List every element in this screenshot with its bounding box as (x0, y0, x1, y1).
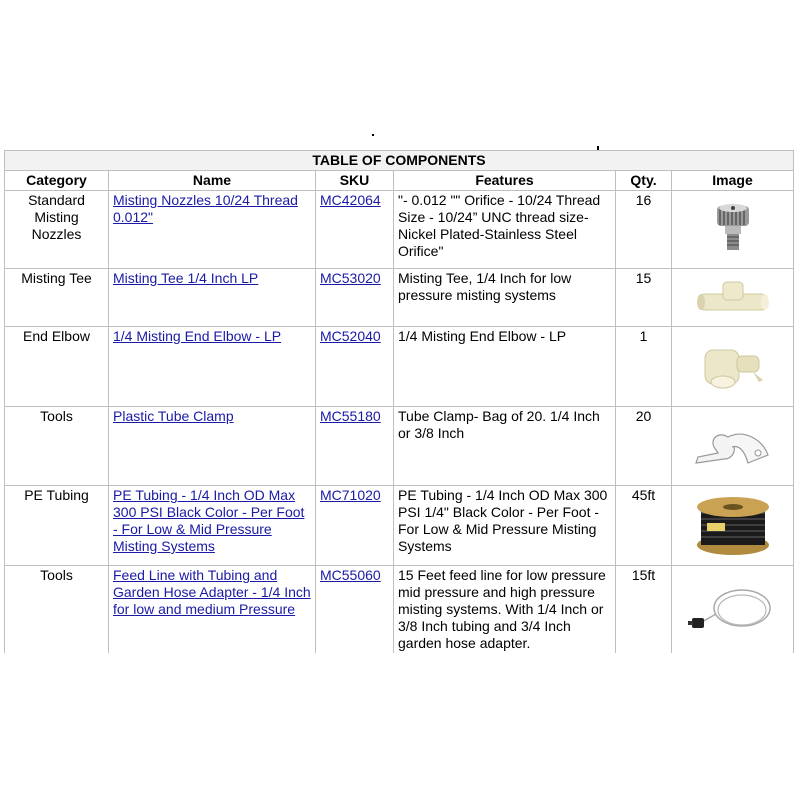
sku-link[interactable]: MC42064 (320, 192, 381, 208)
qty-cell: 1 (616, 327, 672, 407)
header-category: Category (5, 171, 109, 191)
header-qty: Qty. (616, 171, 672, 191)
product-name-link[interactable]: Plastic Tube Clamp (113, 408, 234, 424)
sku-link[interactable]: MC52040 (320, 328, 381, 344)
qty-cell: 45ft (616, 486, 672, 566)
features-cell: 15 Feet feed line for low pressure mid pressure and high pressure misting systems. With 1/4 Inch or 3/8 Inch tubing and 3/4 Inch garden hose adapter. (394, 566, 616, 654)
sku-link[interactable]: MC55060 (320, 567, 381, 583)
qty-cell: 15ft (616, 566, 672, 654)
components-table-wrapper (4, 150, 793, 653)
table-row (5, 566, 794, 654)
header-image: Image (672, 171, 794, 191)
product-name-link[interactable]: Misting Nozzles 10/24 Thread 0.012" (113, 192, 298, 225)
tee-image (672, 269, 794, 327)
category-cell: PE Tubing (5, 486, 109, 566)
feed-line-image (672, 566, 794, 654)
qty-cell: 15 (616, 269, 672, 327)
features-cell: Misting Tee, 1/4 Inch for low pressure misting systems (394, 269, 616, 327)
features-cell: Tube Clamp- Bag of 20. 1/4 Inch or 3/8 Inch (394, 407, 616, 486)
stray-dot (372, 134, 374, 136)
table-title: TABLE OF COMPONENTS (5, 151, 794, 171)
qty-cell: 16 (616, 191, 672, 269)
product-name-link[interactable]: Feed Line with Tubing and Garden Hose Adapter - 1/4 Inch for low and medium Pressure (113, 567, 311, 617)
sku-link[interactable]: MC55180 (320, 408, 381, 424)
table-row (5, 269, 794, 327)
product-name-link[interactable]: Misting Tee 1/4 Inch LP (113, 270, 259, 286)
table-row (5, 327, 794, 407)
category-cell: Standard Misting Nozzles (5, 191, 109, 269)
elbow-image (672, 327, 794, 407)
qty-cell: 20 (616, 407, 672, 486)
sku-link[interactable]: MC53020 (320, 270, 381, 286)
features-cell: 1/4 Misting End Elbow - LP (394, 327, 616, 407)
table-row (5, 191, 794, 269)
components-table (4, 150, 794, 653)
sku-link[interactable]: MC71020 (320, 487, 381, 503)
category-cell: Tools (5, 566, 109, 654)
features-cell: "- 0.012 "" Orifice - 10/24 Thread Size - 10/24” UNC thread size- Nickel Plated-Stainless Steel Orifice" (394, 191, 616, 269)
header-sku: SKU (316, 171, 394, 191)
tubing-spool-image (672, 486, 794, 566)
table-row (5, 407, 794, 486)
header-features: Features (394, 171, 616, 191)
category-cell: Misting Tee (5, 269, 109, 327)
product-name-link[interactable]: 1/4 Misting End Elbow - LP (113, 328, 282, 344)
features-cell: PE Tubing - 1/4 Inch OD Max 300 PSI 1/4" Black Color - Per Foot - For Low & Mid Pressure Misting Systems (394, 486, 616, 566)
category-cell: Tools (5, 407, 109, 486)
category-cell: End Elbow (5, 327, 109, 407)
nozzle-image (672, 191, 794, 269)
header-name: Name (109, 171, 316, 191)
product-name-link[interactable]: PE Tubing - 1/4 Inch OD Max 300 PSI Black Color - Per Foot - For Low & Mid Pressure Misting Systems (113, 487, 305, 554)
table-row (5, 486, 794, 566)
clamp-image (672, 407, 794, 486)
